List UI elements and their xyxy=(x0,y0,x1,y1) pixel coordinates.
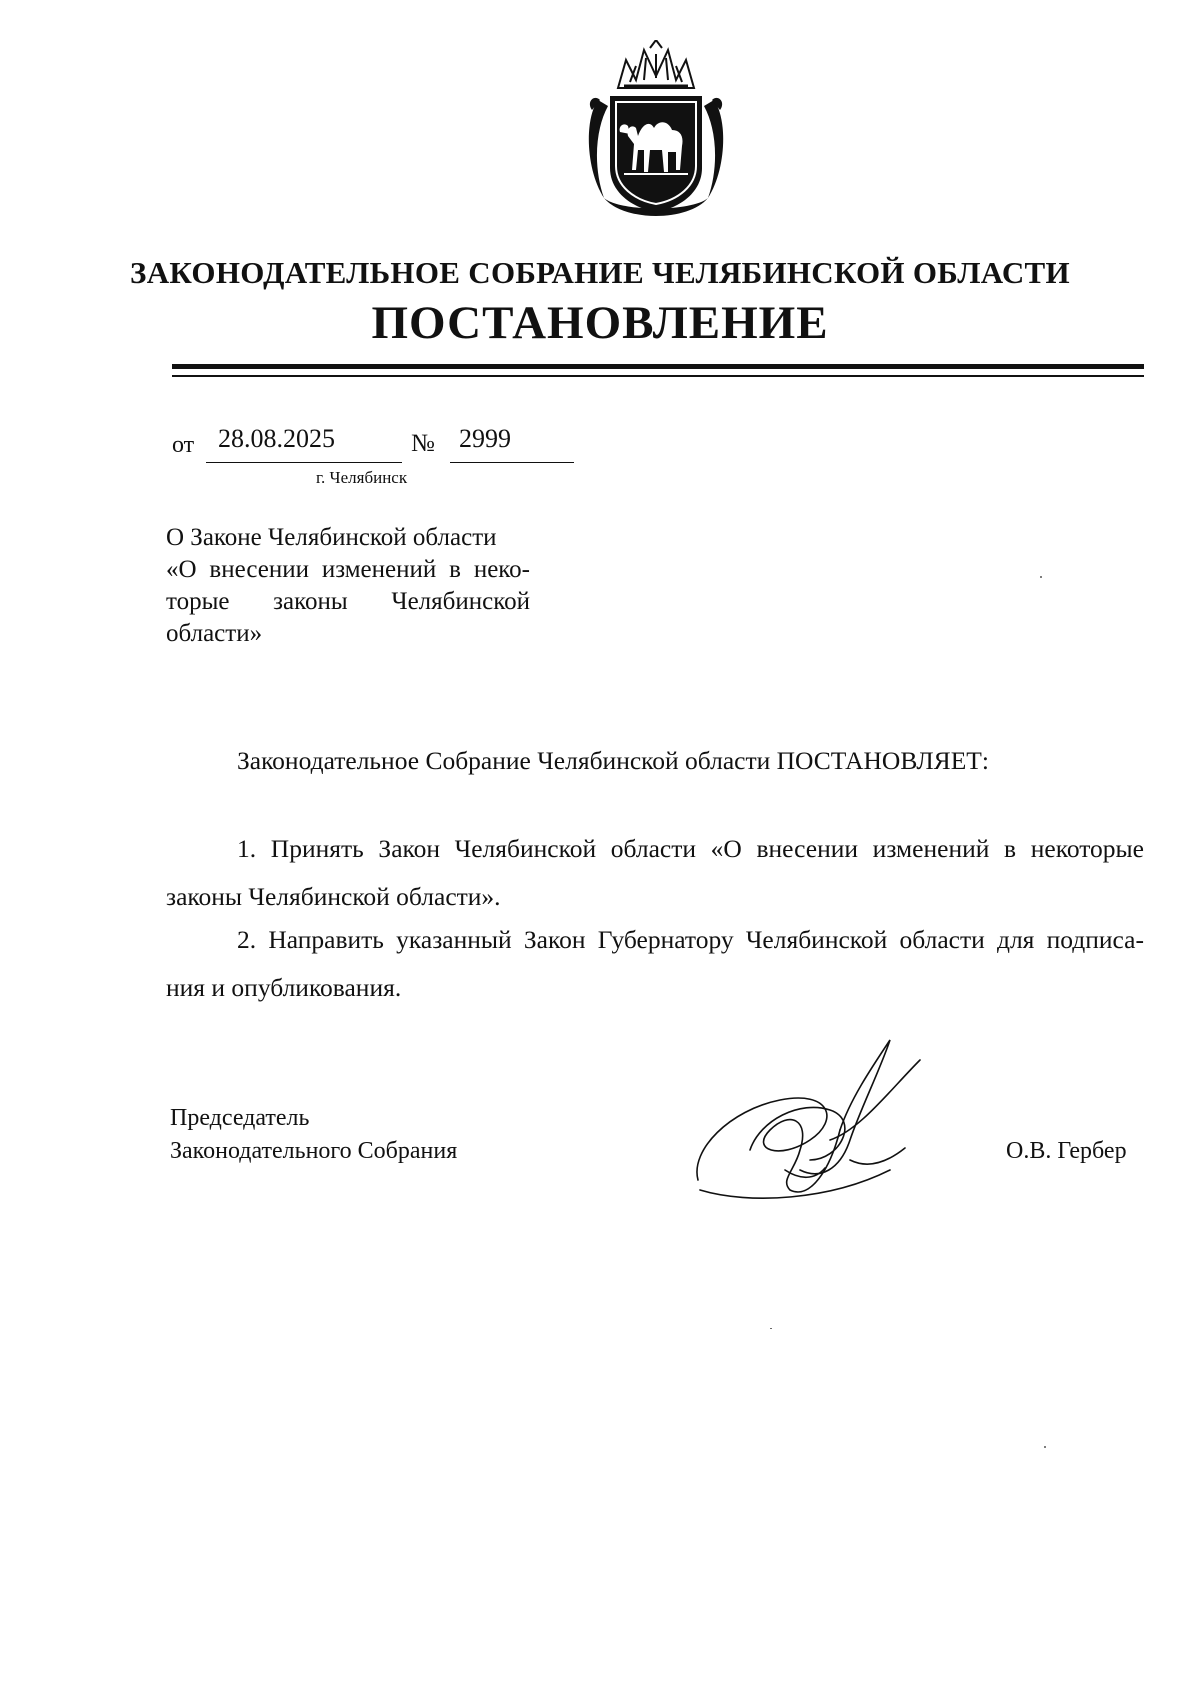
document-type-heading: ПОСТАНОВЛЕНИЕ xyxy=(371,297,829,349)
handwritten-signature-icon xyxy=(690,1030,950,1210)
resolution-item-1-line-2: законы Челябинской области». xyxy=(166,882,501,911)
coat-of-arms-icon xyxy=(584,40,728,230)
resolution-item-2-line-1: 2. Направить указанный Закон Губернатору Челябинской области для подписа- xyxy=(237,925,1144,954)
date-underline xyxy=(206,462,402,463)
scan-speck xyxy=(1040,576,1042,578)
signer-title: Председатель xyxy=(170,1105,310,1131)
document-city: г. Челябинск xyxy=(316,468,408,487)
subject-line: «О внесении изменений в неко- xyxy=(166,556,530,583)
document-number: 2999 xyxy=(459,424,511,453)
document-date: 28.08.2025 xyxy=(218,424,335,453)
scan-speck xyxy=(770,1328,772,1329)
scan-speck xyxy=(1044,1446,1046,1448)
date-prefix: от xyxy=(172,432,195,458)
resolution-item-2-line-2: ния и опубликования. xyxy=(166,973,402,1002)
header-rule-thin xyxy=(172,375,1144,377)
signer-name: О.В. Гербер xyxy=(1006,1138,1127,1164)
signer-title: Законодательного Собрания xyxy=(170,1138,458,1164)
resolution-intro: Законодательное Собрание Челябинской области ПОСТАНОВЛЯЕТ: xyxy=(237,746,989,775)
document-subject xyxy=(166,522,530,650)
number-underline xyxy=(450,462,574,463)
subject-line: области» xyxy=(166,620,263,647)
organization-title: ЗАКОНОДАТЕЛЬНОЕ СОБРАНИЕ ЧЕЛЯБИНСКОЙ ОБЛАСТИ xyxy=(130,255,1070,290)
number-sign: № xyxy=(411,430,435,457)
subject-line: О Законе Челябинской области xyxy=(166,524,497,551)
resolution-item-1-line-1: 1. Принять Закон Челябинской области «О внесении изменений в некоторые xyxy=(237,834,1144,863)
subject-line: торые законы Челябинской xyxy=(166,588,530,615)
header-rule-thick xyxy=(172,364,1144,369)
